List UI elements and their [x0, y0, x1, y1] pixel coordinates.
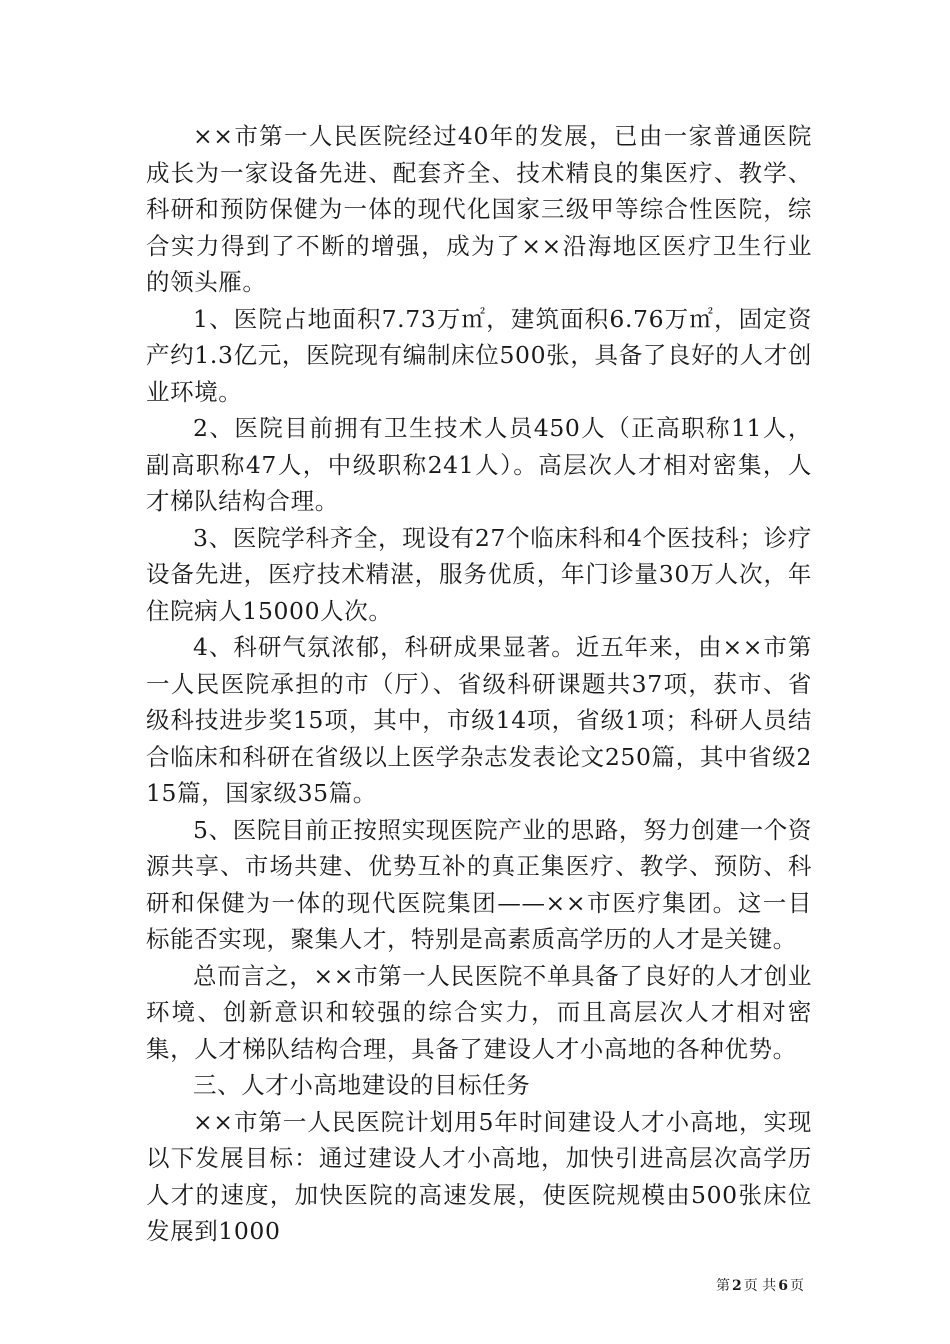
- total-page-number: 6: [778, 1278, 788, 1294]
- page-footer: [716, 1277, 804, 1295]
- paragraph-summary: 总而言之，××市第一人民医院不单具备了良好的人才创业环境、创新意识和较强的综合实力，而且高层次人才相对密集，人才梯队结构合理，具备了建设人才小高地的各种优势。: [146, 961, 812, 1063]
- footer-suffix: 页: [790, 1278, 804, 1294]
- paragraph-goals: ××市第一人民医院计划用5年时间建设人才小高地，实现以下发展目标：通过建设人才小高地，加快引进高层次高学历人才的速度，加快医院的高速发展，使医院规模由500张床位发展到1000: [146, 1107, 812, 1245]
- paragraph-intro: ××市第一人民医院经过40年的发展，已由一家普通医院成长为一家设备先进、配套齐全、技术精良的集医疗、教学、科研和预防保健为一体的现代化国家三级甲等综合性医院，综合实力得到了不断的增强，成为了××沿海地区医疗卫生行业的领头雁。: [146, 122, 812, 296]
- footer-middle: 页 共: [743, 1278, 777, 1294]
- paragraph-item-2: 2、医院目前拥有卫生技术人员450人（正高职称11人，副高职称47人，中级职称241人）。高层次人才相对密集，人才梯队结构合理。: [146, 414, 812, 515]
- paragraph-item-4: 4、科研气氛浓郁，科研成果显著。近五年来，由××市第一人民医院承担的市（厅）、省级科研课题共37项，获市、省级科技进步奖15项，其中，市级14项，省级1项；科研人员结合临床和科研在省级以上医学杂志发表论文250篇，其中省级215篇，国家级35篇。: [146, 633, 812, 807]
- footer-prefix: 第: [716, 1278, 731, 1294]
- paragraph-item-5: 5、医院目前正按照实现医院产业的思路，努力创建一个资源共享、市场共建、优势互补的真正集医疗、教学、预防、科研和保健为一体的现代医院集团——××市医疗集团。这一目标能否实现，聚集人才，特别是高素质高学历的人才是关键。: [146, 815, 812, 953]
- document-body: [146, 118, 812, 1250]
- current-page-number: 2: [732, 1278, 742, 1294]
- paragraph-item-3: 3、医院学科齐全，现设有27个临床科和4个医技科；诊疗设备先进，医疗技术精湛，服务优质，年门诊量30万人次，年住院病人15000人次。: [146, 523, 812, 625]
- section-heading: 三、人才小高地建设的目标任务: [193, 1071, 531, 1099]
- paragraph-item-1: 1、医院占地面积7.73万㎡，建筑面积6.76万㎡，固定资产约1.3亿元，医院现有编制床位500张，具备了良好的人才创业环境。: [146, 304, 812, 406]
